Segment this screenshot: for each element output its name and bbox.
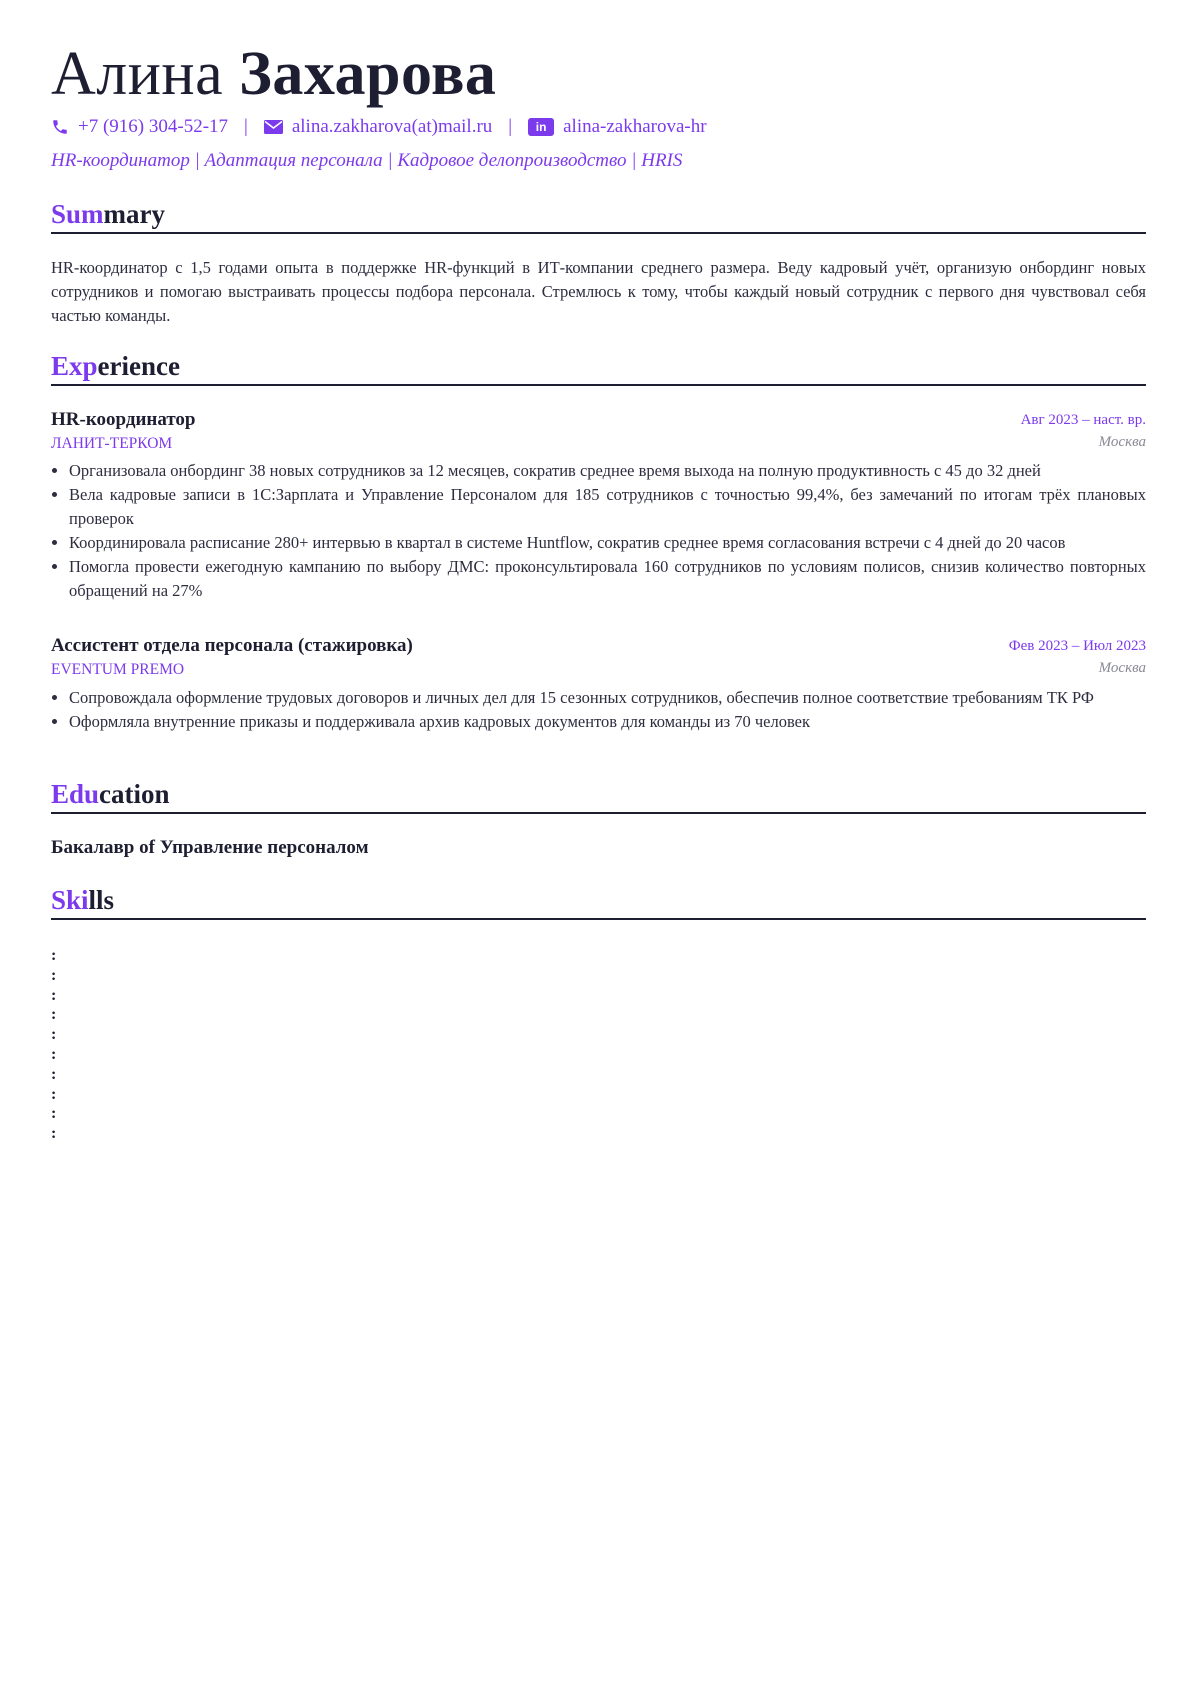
list-item: • Вела кадровые записи в 1С:Зарплата и Управление Персоналом для 185 сотрудников с точностью 99,4%, без замечаний по итогам трёх плановых проверок bbox=[69, 483, 1146, 531]
summary-text: HR-координатор с 1,5 годами опыта в поддержке HR-функций в ИТ-компании среднего размера. Веду кадровый учёт, организую онбординг новых сотрудников и помогаю выстраивать процессы подбора персонала. Стремлюсь к тому, чтобы каждый новый сотрудник с первого дня чувствовал себя частью команды. bbox=[51, 258, 1146, 325]
list-item: • Помогла провести ежегодную кампанию по выбору ДМС: проконсультировала 160 сотрудников по условиям полисов, снизив количество повторных обращений на 27% bbox=[69, 555, 1146, 603]
contact-separator: | bbox=[508, 116, 513, 137]
list-item: • Оформляла внутренние приказы и поддерживала архив кадровых документов для команды из 70 человек bbox=[69, 710, 1146, 734]
section-title-education bbox=[51, 777, 1146, 814]
job-title: HR-координатор bbox=[51, 409, 196, 430]
section-title-rest: lls bbox=[88, 885, 115, 915]
linkedin-link[interactable]: alina-zakharova-hr bbox=[563, 116, 707, 137]
section-title-summary bbox=[51, 197, 1146, 234]
skill-item: : bbox=[51, 1085, 57, 1103]
linkedin-icon: in bbox=[528, 118, 554, 136]
phone-link[interactable]: +7 (916) 304-52-17 bbox=[78, 116, 229, 137]
skill-item: : bbox=[51, 966, 57, 984]
skill-item: : bbox=[51, 1065, 57, 1083]
job-company: EVENTUM PREMO bbox=[51, 661, 185, 678]
list-item: • Организовала онбординг 38 новых сотрудников за 12 месяцев, сократив среднее время выхода на полную продуктивность с 45 до 32 дней bbox=[69, 459, 1146, 483]
skills-list bbox=[51, 946, 56, 1144]
section-title-experience bbox=[51, 349, 1146, 386]
last-name: Захарова bbox=[239, 40, 497, 108]
skill-item: : bbox=[51, 1026, 57, 1044]
skill-item: : bbox=[51, 1006, 57, 1024]
list-item: • Координировала расписание 280+ интервью в квартал в системе Huntflow, сократив среднее время согласования встречи с 4 дней до 20 часов bbox=[69, 531, 1146, 555]
tagline: HR-координатор | Адаптация персонала | Кадровое делопроизводство | HRIS bbox=[51, 150, 683, 171]
phone-icon bbox=[51, 118, 69, 136]
job-title: Ассистент отдела персонала (стажировка) bbox=[51, 635, 413, 656]
education-degree: Бакалавр of Управление персоналом bbox=[51, 837, 369, 858]
skill-item: : bbox=[51, 947, 57, 964]
job-date: Фев 2023 – Июл 2023 bbox=[1008, 638, 1146, 654]
section-title-rest: erience bbox=[97, 351, 180, 381]
skill-item: : bbox=[51, 1045, 57, 1063]
job-city: Москва bbox=[1098, 434, 1146, 450]
skill-item: : bbox=[51, 1125, 57, 1143]
skill-item: : bbox=[51, 986, 57, 1004]
job-bullets bbox=[51, 459, 1146, 603]
contact-separator: | bbox=[244, 116, 248, 137]
job-bullets bbox=[51, 686, 1146, 734]
job-date: Авг 2023 – наст. вр. bbox=[1020, 412, 1146, 428]
contact-row bbox=[51, 114, 707, 140]
candidate-name bbox=[51, 38, 496, 110]
section-title-accent: Sum bbox=[51, 199, 104, 229]
first-name: Алина bbox=[51, 40, 224, 108]
list-item: • Сопровождала оформление трудовых договоров и личных дел для 15 сезонных сотрудников, обеспечив полное соответствие требованиям ТК РФ bbox=[69, 686, 1146, 710]
section-title-accent: Edu bbox=[51, 779, 100, 809]
section-title-rest: mary bbox=[103, 199, 166, 229]
section-title-skills bbox=[51, 883, 1146, 920]
job-company: ЛАНИТ-ТЕРКОМ bbox=[51, 435, 173, 452]
email-icon bbox=[264, 120, 283, 134]
skill-item: : bbox=[51, 1105, 57, 1123]
job-city: Москва bbox=[1098, 660, 1146, 676]
section-title-accent: Ski bbox=[51, 885, 89, 915]
section-title-rest: cation bbox=[99, 779, 170, 809]
email-link[interactable]: alina.zakharova(at)mail.ru bbox=[291, 116, 493, 137]
section-title-accent: Exp bbox=[51, 351, 98, 381]
